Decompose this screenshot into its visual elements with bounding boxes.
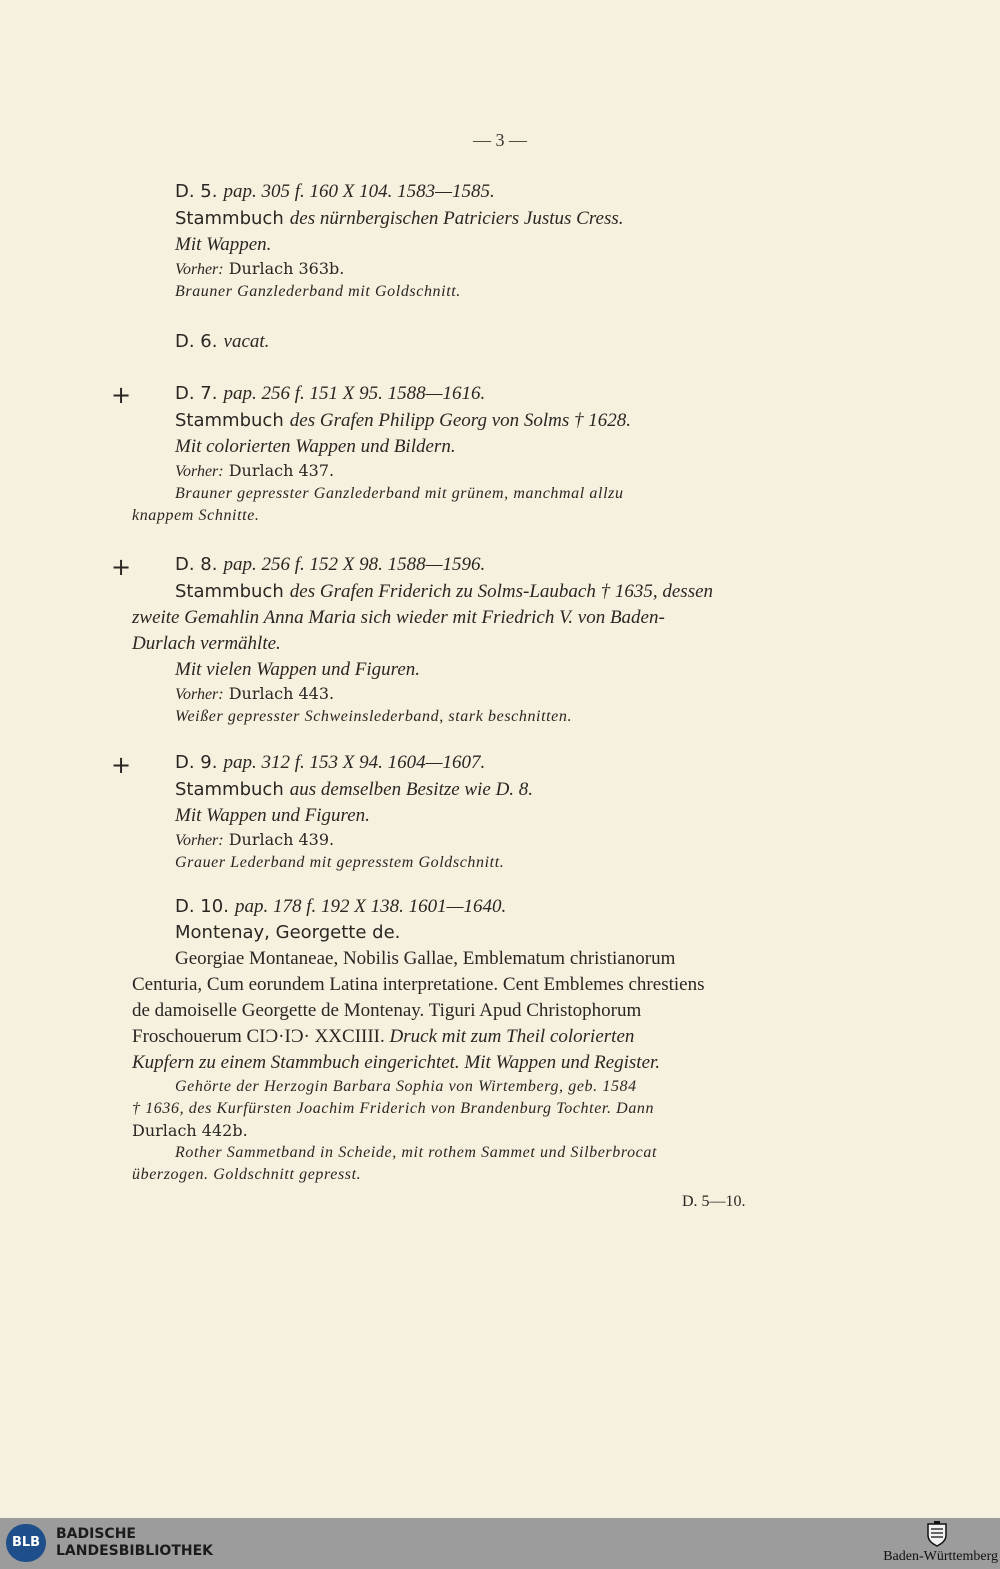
catalog-entry-d8 (132, 551, 777, 728)
entry-title-line-3: Durlach vermählte. (132, 633, 281, 654)
provenance (132, 258, 777, 281)
binding-line-1: Rother Sammetband in Scheide, mit rothem Sammet und Silberbrocat (175, 1144, 658, 1161)
library-name[interactable] (56, 1526, 213, 1560)
entry-title (132, 205, 777, 232)
text-line-2: Centuria, Cum eorundem Latina interpretatione. Cent Emblemes chrestiens (132, 974, 705, 995)
entry-title-line-2: zweite Gemahlin Anna Maria sich wieder mit Friedrich V. von Baden- (132, 607, 665, 628)
entry-title (132, 578, 777, 605)
provenance (132, 683, 777, 706)
description-start: Druck mit zum Theil colorierten (389, 1026, 635, 1047)
plus-marker: + (111, 751, 132, 779)
binding: Brauner Ganzlederband mit Goldschnitt. (175, 283, 461, 300)
range-note: D. 5—10. (682, 1193, 746, 1210)
entry-title (132, 776, 777, 803)
provenance-line-1: Gehörte der Herzogin Barbara Sophia von Wirtemberg, geb. 1584 (175, 1078, 637, 1095)
provenance-label: Vorher: (175, 832, 224, 849)
plus-marker: + (111, 553, 132, 581)
plus-marker: + (111, 381, 132, 409)
entry-header (132, 178, 777, 205)
provenance (132, 460, 777, 483)
title-head: Stammbuch (175, 410, 284, 431)
title-rest: des Grafen Friderich zu Solms-Laubach † 1635, dessen (289, 581, 714, 602)
provenance-value: Durlach 439. (228, 830, 335, 849)
entry-note: Mit Wappen. (175, 234, 272, 255)
binding-line-1: Brauner gepresster Ganzlederband mit grünem, manchmal allzu (175, 485, 624, 502)
shelfmark: D. 10. (175, 896, 229, 917)
binding: Grauer Lederband mit gepresstem Goldschnitt. (175, 854, 505, 871)
title-rest: des Grafen Philipp Georg von Solms † 1628. (289, 410, 632, 431)
provenance-value: Durlach 363b. (228, 259, 345, 278)
text-line-1: Georgiae Montaneae, Nobilis Gallae, Emblematum christianorum (175, 948, 676, 969)
provenance-label: Vorher: (175, 686, 224, 703)
binding-line-2: knappem Schnitte. (132, 507, 260, 524)
shelfmark: D. 7. (175, 383, 218, 404)
catalog-entry-d7 (132, 380, 777, 527)
text-line-4 (132, 1024, 777, 1050)
binding: Weißer gepresster Schweinslederband, stark beschnitten. (175, 708, 573, 725)
title-head: Stammbuch (175, 581, 284, 602)
entry-header (132, 328, 777, 355)
physical-description: pap. 305 f. 160 X 104. 1583—1585. (223, 181, 495, 202)
entry-note: Mit Wappen und Figuren. (175, 805, 370, 826)
provenance-line-3: Durlach 442b. (132, 1121, 248, 1140)
library-name-line-1: BADISCHE (56, 1526, 136, 1542)
entry-title (132, 407, 777, 434)
provenance-label: Vorher: (175, 261, 224, 278)
physical-description: pap. 256 f. 151 X 95. 1588—1616. (223, 383, 486, 404)
provenance-value: Durlach 437. (228, 461, 335, 480)
shelfmark: D. 8. (175, 554, 218, 575)
state-name: Baden-Württemberg (883, 1549, 998, 1564)
provenance-value: Durlach 443. (228, 684, 335, 703)
text-line-5: Kupfern zu einem Stammbuch eingerichtet. Mit Wappen und Register. (132, 1052, 661, 1073)
provenance (132, 829, 777, 852)
catalog-entry-d5 (132, 178, 777, 303)
library-name-line-2: LANDESBIBLIOTHEK (56, 1543, 214, 1559)
author-heading: Montenay, Georgette de. (175, 922, 401, 943)
title-rest: aus demselben Besitze wie D. 8. (289, 779, 534, 800)
catalog-entry-d6 (132, 328, 777, 355)
entry-note: Mit colorierten Wappen und Bildern. (175, 436, 456, 457)
blb-logo[interactable]: BLB (6, 1524, 46, 1562)
catalog-entry-d10 (132, 893, 777, 1186)
entry-note: Mit vielen Wappen und Figuren. (175, 659, 421, 680)
footer-bar (0, 1518, 1000, 1569)
title-rest: des nürnbergischen Patriciers Justus Cress. (289, 208, 624, 229)
entry-header (132, 893, 777, 920)
title-head: Stammbuch (175, 779, 284, 800)
physical-description: pap. 178 f. 192 X 138. 1601—1640. (234, 896, 507, 917)
page-number: — 3 — (473, 130, 527, 150)
provenance-line-2: † 1636, des Kurfürsten Joachim Friderich von Brandenburg Tochter. Dann (132, 1100, 655, 1117)
physical-description: pap. 256 f. 152 X 98. 1588—1596. (223, 554, 486, 575)
imprint: Froschouerum CIƆ·IƆ· XXCIIII. (132, 1026, 385, 1047)
entry-header (132, 380, 777, 407)
catalog-entry-d9 (132, 749, 777, 874)
shelfmark: D. 6. (175, 331, 218, 352)
title-head: Stammbuch (175, 208, 284, 229)
shelfmark: D. 9. (175, 752, 218, 773)
provenance-label: Vorher: (175, 463, 224, 480)
coat-of-arms-icon (926, 1521, 948, 1547)
physical-description: pap. 312 f. 153 X 94. 1604—1607. (223, 752, 486, 773)
entry-header (132, 551, 777, 578)
entry-header (132, 749, 777, 776)
binding-line-2: überzogen. Goldschnitt gepresst. (132, 1166, 362, 1183)
physical-description: vacat. (223, 331, 270, 352)
shelfmark: D. 5. (175, 181, 218, 202)
text-line-3: de damoiselle Georgette de Montenay. Tiguri Apud Christophorum (132, 1000, 642, 1021)
